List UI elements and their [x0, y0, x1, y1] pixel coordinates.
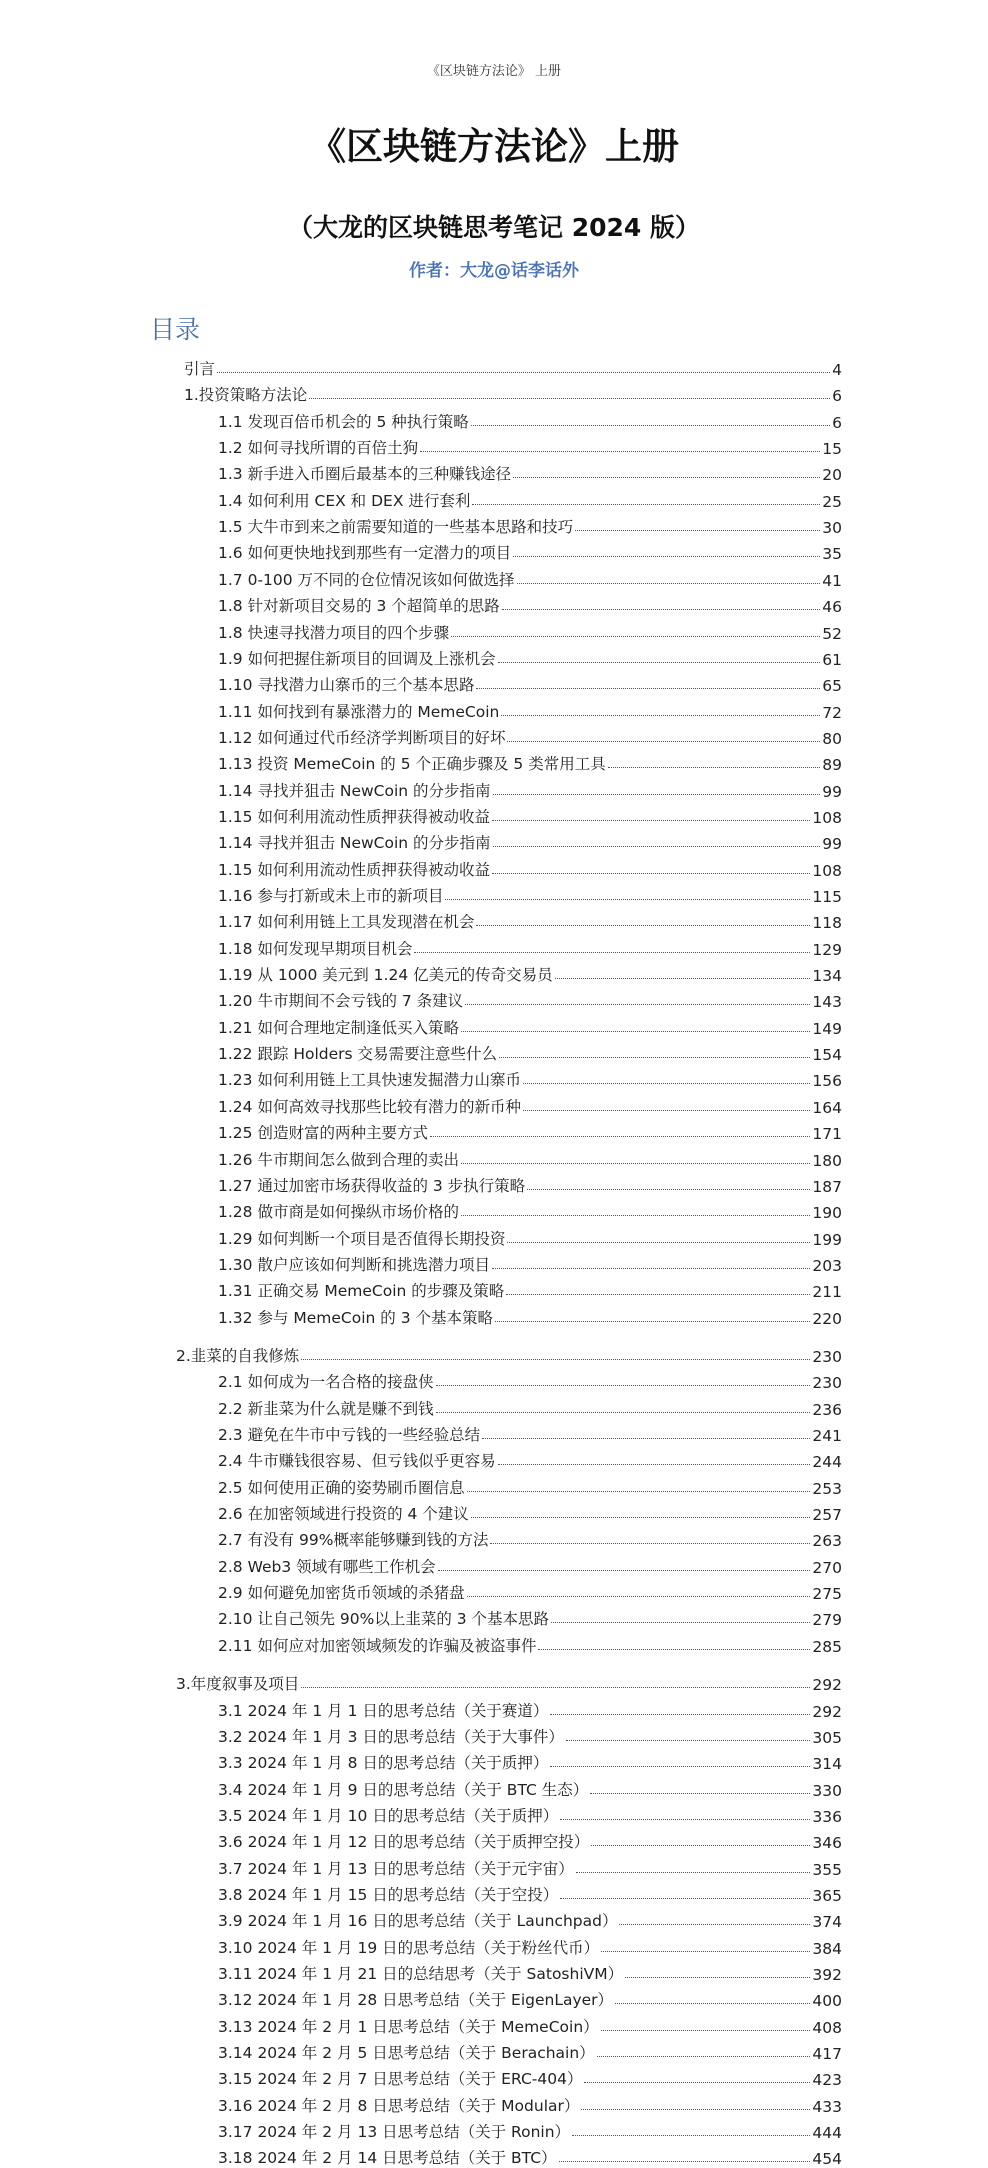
toc-dot-leader	[576, 1872, 811, 1873]
toc-entry[interactable]	[218, 1119, 842, 1143]
toc-entry-label: 1.26 牛市期间怎么做到合理的卖出	[218, 1150, 459, 1169]
toc-entry-label: 3.7 2024 年 1 月 13 日的思考总结（关于元宇宙）	[218, 1859, 574, 1878]
toc-entry-label: 2.5 如何使用正确的姿势刷币圈信息	[218, 1478, 465, 1497]
toc-dot-leader	[309, 398, 830, 399]
toc-entry-label: 1.11 如何找到有暴涨潜力的 MemeCoin	[218, 702, 500, 721]
toc-dot-leader	[498, 662, 821, 663]
toc-entry[interactable]	[218, 2118, 842, 2142]
toc-entry-page-number: 118	[812, 914, 842, 933]
toc-entry[interactable]	[218, 1251, 842, 1275]
toc-entry-page-number: 270	[812, 1558, 842, 1577]
toc-entry[interactable]	[218, 539, 842, 563]
toc-dot-leader	[538, 1649, 810, 1650]
toc-entry-label: 3.17 2024 年 2 月 13 日思考总结（关于 Ronin）	[218, 2123, 571, 2142]
toc-entry-page-number: 444	[812, 2124, 842, 2143]
toc-dot-leader	[523, 1110, 810, 1111]
toc-entry-label: 3.10 2024 年 1 月 19 日的思考总结（关于粉丝代币）	[218, 1938, 600, 1957]
toc-entry-page-number: 46	[822, 598, 842, 617]
toc-entry-page-number: 30	[822, 519, 842, 538]
toc-entry-page-number: 241	[812, 1427, 842, 1445]
toc-entry-page-number: 384	[812, 1939, 842, 1958]
toc-entry[interactable]	[218, 460, 842, 484]
toc-dot-leader	[527, 1189, 810, 1190]
toc-entry-page-number: 275	[812, 1585, 842, 1604]
toc-entry[interactable]	[176, 1342, 842, 1366]
toc-dot-leader	[492, 1268, 810, 1269]
toc-entry[interactable]	[218, 1172, 842, 1196]
toc-entry-page-number: 187	[812, 1177, 842, 1196]
toc-dot-leader	[551, 1622, 810, 1623]
toc-entry-label: 1.10 寻找潜力山寨币的三个基本思路	[218, 676, 475, 695]
toc-entry-page-number: 180	[812, 1151, 842, 1170]
toc-entry[interactable]	[218, 2065, 842, 2089]
toc-entry[interactable]	[218, 1447, 842, 1471]
toc-entry[interactable]	[218, 856, 842, 880]
toc-entry[interactable]	[218, 1605, 842, 1629]
toc-entry[interactable]	[218, 1907, 842, 1931]
document-title: 《区块链方法论》上册	[309, 125, 679, 168]
toc-entry-page-number: 346	[812, 1834, 842, 1853]
toc-entry-label: 3.11 2024 年 1 月 21 日的总结思考（关于 SatoshiVM）	[218, 1965, 624, 1983]
toc-entry-label: 1.19 从 1000 美元到 1.24 亿美元的传奇交易员	[218, 966, 553, 985]
toc-entry-label: 1.29 如何判断一个项目是否值得长期投资	[218, 1229, 506, 1248]
toc-entry-label: 2.2 新韭菜为什么就是赚不到钱	[218, 1399, 434, 1418]
toc-dot-leader	[438, 1570, 811, 1571]
toc-entry[interactable]	[218, 1579, 842, 1603]
toc-entry-label: 1.14 寻找并狙击 NewCoin 的分步指南	[218, 834, 491, 853]
toc-entry-page-number: 15	[822, 440, 842, 459]
toc-dot-leader	[517, 583, 821, 584]
toc-dot-leader	[461, 1215, 810, 1216]
toc-entry-page-number: 134	[812, 967, 842, 986]
toc-entry-page-number: 6	[832, 413, 842, 432]
toc-entry[interactable]	[218, 908, 842, 932]
toc-entry-page-number: 220	[812, 1309, 842, 1328]
toc-entry[interactable]	[218, 1093, 842, 1117]
toc-entry-label: 1.31 正确交易 MemeCoin 的步骤及策略	[218, 1282, 505, 1301]
toc-entry[interactable]	[218, 1474, 842, 1498]
toc-entry-label: 2.10 让自己领先 90%以上韭菜的 3 个基本思路	[218, 1610, 550, 1629]
toc-entry[interactable]	[218, 1146, 842, 1170]
toc-entry-label: 1.9 如何把握住新项目的回调及上涨机会	[218, 649, 496, 668]
toc-entry[interactable]	[218, 1553, 842, 1577]
toc-dot-leader	[608, 767, 821, 768]
toc-entry[interactable]	[218, 1632, 842, 1656]
toc-dot-leader	[507, 1242, 810, 1243]
toc-dot-leader	[499, 1057, 810, 1058]
toc-entry-page-number: 164	[812, 1098, 842, 1117]
toc-entry-label: 3.8 2024 年 1 月 15 日的思考总结（关于空投）	[218, 1885, 559, 1904]
toc-entry-page-number: 355	[812, 1860, 842, 1879]
toc-entry-page-number: 149	[812, 1019, 842, 1038]
toc-entry-label: 1.1 发现百倍币机会的 5 种执行策略	[218, 412, 469, 431]
toc-entry-label: 3.14 2024 年 2 月 5 日思考总结（关于 Berachain）	[218, 2044, 595, 2063]
toc-dot-leader	[436, 1385, 811, 1386]
toc-dot-leader	[301, 1687, 810, 1688]
toc-dot-leader	[467, 1596, 811, 1597]
toc-entry-page-number: 52	[822, 624, 842, 643]
toc-entry[interactable]	[218, 671, 842, 695]
toc-entry[interactable]	[184, 355, 842, 379]
toc-dot-leader	[498, 1464, 811, 1465]
toc-entry-page-number: 392	[812, 1966, 842, 1984]
toc-entry-page-number: 292	[812, 1702, 842, 1721]
toc-entry-label: 3.年度叙事及项目	[176, 1675, 300, 1694]
toc-entry-label: 3.9 2024 年 1 月 16 日的思考总结（关于 Launchpad）	[218, 1912, 618, 1931]
document-subtitle: （大龙的区块链思考笔记 2024 版）	[288, 213, 700, 242]
toc-entry-label: 1.8 针对新项目交易的 3 个超简单的思路	[218, 597, 500, 616]
toc-entry-label: 2.8 Web3 领域有哪些工作机会	[218, 1557, 436, 1576]
toc-entry-label: 1.8 快速寻找潜力项目的四个步骤	[218, 623, 450, 642]
toc-entry[interactable]	[218, 1225, 842, 1249]
toc-entry-page-number: 171	[812, 1125, 842, 1144]
toc-entry[interactable]	[218, 935, 842, 959]
toc-entry-label: 1.投资策略方法论	[184, 386, 308, 405]
toc-entry-page-number: 199	[812, 1230, 842, 1249]
toc-entry-page-number: 25	[822, 492, 842, 511]
toc-entry-label: 1.18 如何发现早期项目机会	[218, 939, 413, 958]
toc-entry-label: 1.4 如何利用 CEX 和 DEX 进行套利	[218, 491, 471, 510]
toc-entry-page-number: 65	[822, 677, 842, 696]
toc-entry-label: 1.17 如何利用链上工具发现潜在机会	[218, 913, 475, 932]
toc-entry-page-number: 423	[812, 2071, 842, 2090]
toc-entry[interactable]	[218, 1986, 842, 2010]
toc-dot-leader	[471, 1517, 811, 1518]
toc-entry-label: 2.1 如何成为一名合格的接盘侠	[218, 1373, 434, 1392]
toc-entry-page-number: 6	[832, 387, 842, 406]
toc-dot-leader	[490, 1543, 810, 1544]
toc-entry-page-number: 305	[812, 1728, 842, 1747]
toc-entry[interactable]	[218, 1934, 842, 1958]
toc-dot-leader	[476, 925, 810, 926]
toc-entry-page-number: 143	[812, 993, 842, 1012]
toc-entry-page-number: 190	[812, 1204, 842, 1223]
toc-entry-page-number: 314	[812, 1755, 842, 1774]
toc-entry-page-number: 285	[812, 1637, 842, 1656]
author-line: 作者：大龙@话李话外	[409, 261, 579, 281]
toc-dot-leader	[575, 530, 820, 531]
toc-dot-leader	[495, 1321, 810, 1322]
toc-entry-label: 1.27 通过加密市场获得收益的 3 步执行策略	[218, 1176, 526, 1195]
toc-entry-label: 3.15 2024 年 2 月 7 日思考总结（关于 ERC-404）	[218, 2070, 583, 2089]
toc-entry[interactable]	[176, 1670, 842, 1694]
toc-dot-leader	[472, 504, 820, 505]
toc-entry-page-number: 154	[812, 1046, 842, 1065]
toc-dot-leader	[493, 846, 821, 847]
toc-entry[interactable]	[218, 434, 842, 458]
toc-entry-label: 1.32 参与 MemeCoin 的 3 个基本策略	[218, 1308, 493, 1327]
toc-dot-leader	[615, 2003, 810, 2004]
toc-dot-leader	[467, 1491, 811, 1492]
toc-entry-label: 1.12 如何通过代币经济学判断项目的好坏	[218, 728, 506, 747]
toc-dot-leader	[513, 556, 820, 557]
toc-entry-label: 3.13 2024 年 2 月 1 日思考总结（关于 MemeCoin）	[218, 2017, 599, 2036]
toc-dot-leader	[601, 2030, 811, 2031]
toc-dot-leader	[581, 2109, 810, 2110]
toc-dot-leader	[471, 425, 830, 426]
toc-entry-label: 3.1 2024 年 1 月 1 日的思考总结（关于赛道）	[218, 1701, 549, 1720]
toc-entry[interactable]	[218, 1828, 842, 1852]
toc-entry-label: 1.23 如何利用链上工具快速发掘潜力山寨币	[218, 1071, 521, 1090]
toc-dot-leader	[560, 1819, 810, 1820]
toc-entry-page-number: 279	[812, 1611, 842, 1630]
toc-entry-label: 2.7 有没有 99%概率能够赚到钱的方法	[218, 1531, 489, 1550]
toc-entry[interactable]	[218, 487, 842, 511]
toc-dot-leader	[625, 1977, 810, 1978]
toc-entry[interactable]	[218, 619, 842, 643]
toc-dot-leader	[601, 1951, 810, 1952]
toc-entry-page-number: 230	[812, 1347, 842, 1366]
toc-entry-label: 3.3 2024 年 1 月 8 日的思考总结（关于质押）	[218, 1754, 549, 1773]
toc-dot-leader	[572, 2135, 810, 2136]
toc-dot-leader	[217, 372, 830, 373]
toc-entry[interactable]	[218, 1066, 842, 1090]
toc-entry-label: 1.22 跟踪 Holders 交易需要注意些什么	[218, 1045, 498, 1064]
toc-dot-leader	[590, 1793, 810, 1794]
toc-entry-page-number: 230	[812, 1374, 842, 1393]
toc-entry-label: 2.3 避免在牛市中亏钱的一些经验总结	[218, 1426, 481, 1444]
toc-entry[interactable]	[218, 987, 842, 1011]
toc-entry[interactable]	[218, 592, 842, 616]
toc-entry-page-number: 80	[822, 729, 842, 748]
toc-dot-leader	[619, 1924, 810, 1925]
running-header: 《区块链方法论》 上册	[426, 64, 562, 79]
toc-entry[interactable]	[218, 1802, 842, 1826]
toc-dot-leader	[506, 1294, 810, 1295]
toc-dot-leader	[513, 477, 820, 478]
toc-entry[interactable]	[218, 2013, 842, 2037]
toc-dot-leader	[492, 873, 810, 874]
toc-entry-page-number: 89	[822, 756, 842, 775]
toc-entry-page-number: 408	[812, 2018, 842, 2037]
toc-entry-page-number: 263	[812, 1532, 842, 1551]
toc-entry[interactable]	[218, 803, 842, 827]
toc-entry[interactable]	[218, 777, 842, 801]
toc-entry-page-number: 4	[832, 361, 842, 379]
toc-entry-page-number: 211	[812, 1283, 842, 1302]
toc-entry-page-number: 99	[822, 835, 842, 854]
toc-entry-page-number: 330	[812, 1781, 842, 1800]
toc-dot-leader	[584, 2082, 810, 2083]
toc-entry[interactable]	[218, 1014, 842, 1038]
toc-entry-label: 1.15 如何利用流动性质押获得被动收益	[218, 860, 490, 879]
toc-dot-leader	[461, 1163, 810, 1164]
toc-dot-leader	[465, 1004, 810, 1005]
toc-entry[interactable]	[218, 1368, 842, 1392]
toc-entry[interactable]	[218, 1421, 842, 1445]
toc-entry[interactable]	[218, 513, 842, 537]
toc-entry-page-number: 72	[822, 703, 842, 722]
toc-entry-label: 3.18 2024 年 2 月 14 日思考总结（关于 BTC）	[218, 2149, 557, 2168]
toc-entry[interactable]	[218, 961, 842, 985]
toc-entry-label: 1.20 牛市期间不会亏钱的 7 条建议	[218, 992, 464, 1011]
toc-heading: 目录	[150, 315, 201, 344]
toc-dot-leader	[523, 1083, 810, 1084]
toc-entry[interactable]	[218, 1198, 842, 1222]
toc-entry-label: 1.30 散户应该如何判断和挑选潜力项目	[218, 1255, 490, 1274]
toc-dot-leader	[492, 820, 810, 821]
toc-entry-page-number: 336	[812, 1807, 842, 1826]
toc-entry-page-number: 236	[812, 1400, 842, 1419]
toc-entry-label: 1.7 0-100 万不同的仓位情况该如何做选择	[218, 570, 515, 589]
toc-entry[interactable]	[184, 381, 842, 405]
toc-entry-label: 1.3 新手进入币圈后最基本的三种赚钱途径	[218, 465, 512, 484]
toc-dot-leader	[451, 636, 820, 637]
toc-entry-label: 1.13 投资 MemeCoin 的 5 个正确步骤及 5 类常用工具	[218, 755, 606, 774]
toc-entry-label: 1.25 创造财富的两种主要方式	[218, 1124, 428, 1143]
toc-dot-leader	[502, 609, 820, 610]
toc-dot-leader	[420, 451, 820, 452]
toc-entry-page-number: 257	[812, 1506, 842, 1525]
toc-entry[interactable]	[218, 1697, 842, 1721]
toc-entry-page-number: 400	[812, 1992, 842, 2011]
toc-entry-label: 1.16 参与打新或未上市的新项目	[218, 887, 444, 905]
toc-entry-page-number: 61	[822, 650, 842, 669]
toc-dot-leader	[436, 1412, 811, 1413]
toc-entry[interactable]	[218, 408, 842, 432]
toc-entry[interactable]	[218, 645, 842, 669]
toc-dot-leader	[550, 1714, 810, 1715]
toc-dot-leader	[414, 952, 810, 953]
toc-entry-label: 1.5 大牛市到来之前需要知道的一些基本思路和技巧	[218, 518, 574, 537]
toc-entry-label: 3.6 2024 年 1 月 12 日的思考总结（关于质押空投）	[218, 1833, 590, 1852]
toc-entry-page-number: 35	[822, 545, 842, 564]
toc-dot-leader	[430, 1136, 810, 1137]
toc-entry-page-number: 203	[812, 1256, 842, 1275]
toc-entry-page-number: 253	[812, 1479, 842, 1498]
toc-entry[interactable]	[218, 2144, 842, 2168]
toc-entry[interactable]	[218, 1776, 842, 1800]
toc-dot-leader	[482, 1438, 810, 1439]
toc-entry[interactable]	[218, 1855, 842, 1879]
toc-entry-label: 1.21 如何合理地定制逢低买入策略	[218, 1018, 459, 1037]
toc-entry-label: 2.韭菜的自我修炼	[176, 1346, 300, 1365]
toc-entry-page-number: 108	[812, 861, 842, 880]
toc-dot-leader	[555, 978, 811, 979]
toc-entry-page-number: 108	[812, 808, 842, 827]
toc-entry-page-number: 41	[822, 571, 842, 590]
toc-entry-page-number: 156	[812, 1072, 842, 1091]
toc-entry[interactable]	[218, 1040, 842, 1064]
toc-entry-page-number: 365	[812, 1886, 842, 1905]
toc-entry-label: 1.2 如何寻找所谓的百倍土狗	[218, 439, 419, 458]
toc-entry-label: 1.15 如何利用流动性质押获得被动收益	[218, 807, 490, 826]
toc-dot-leader	[493, 794, 821, 795]
toc-entry[interactable]	[218, 829, 842, 853]
toc-entry-label: 1.6 如何更快地找到那些有一定潜力的项目	[218, 544, 512, 563]
toc-entry-label: 1.28 做市商是如何操纵市场价格的	[218, 1203, 459, 1222]
toc-entry[interactable]	[218, 566, 842, 590]
toc-entry-label: 引言	[184, 360, 216, 378]
toc-entry-label: 2.11 如何应对加密领域频发的诈骗及被盗事件	[218, 1636, 537, 1655]
toc-dot-leader	[461, 1031, 810, 1032]
toc-entry[interactable]	[218, 2092, 842, 2116]
toc-entry-page-number: 374	[812, 1913, 842, 1932]
toc-entry-label: 2.4 牛市赚钱很容易、但亏钱似乎更容易	[218, 1452, 496, 1471]
toc-dot-leader	[507, 741, 820, 742]
toc-entry[interactable]	[218, 1395, 842, 1419]
toc-entry-label: 3.5 2024 年 1 月 10 日的思考总结（关于质押）	[218, 1806, 559, 1825]
toc-entry[interactable]	[218, 2039, 842, 2063]
toc-entry-label: 1.14 寻找并狙击 NewCoin 的分步指南	[218, 781, 491, 800]
toc-entry[interactable]	[218, 1304, 842, 1328]
toc-entry-label: 3.2 2024 年 1 月 3 日的思考总结（关于大事件）	[218, 1727, 564, 1746]
toc-dot-leader	[597, 2056, 811, 2057]
toc-dot-leader	[560, 1898, 810, 1899]
toc-entry-page-number: 454	[812, 2150, 842, 2168]
toc-dot-leader	[445, 899, 810, 900]
toc-entry[interactable]	[218, 882, 842, 906]
toc-entry-page-number: 417	[812, 2045, 842, 2064]
toc-entry[interactable]	[218, 1500, 842, 1524]
toc-dot-leader	[591, 1845, 810, 1846]
toc-entry-page-number: 129	[812, 940, 842, 959]
toc-entry-page-number: 433	[812, 2097, 842, 2116]
toc-entry-label: 3.4 2024 年 1 月 9 日的思考总结（关于 BTC 生态）	[218, 1780, 589, 1799]
toc-dot-leader	[566, 1740, 811, 1741]
toc-dot-leader	[559, 2161, 811, 2162]
toc-entry-page-number: 292	[812, 1676, 842, 1695]
toc-entry-label: 2.6 在加密领域进行投资的 4 个建议	[218, 1505, 469, 1524]
toc-entry[interactable]	[218, 698, 842, 722]
toc-entry-label: 3.16 2024 年 2 月 8 日思考总结（关于 Modular）	[218, 2096, 580, 2115]
toc-entry[interactable]	[218, 1749, 842, 1773]
toc-entry-label: 2.9 如何避免加密货币领域的杀猪盘	[218, 1584, 465, 1603]
toc-dot-leader	[301, 1359, 810, 1360]
toc-dot-leader	[476, 688, 820, 689]
toc-entry[interactable]	[218, 1960, 842, 1984]
toc-entry[interactable]	[218, 1277, 842, 1301]
toc-entry-page-number: 99	[822, 782, 842, 801]
toc-dot-leader	[501, 715, 820, 716]
toc-entry-page-number: 20	[822, 466, 842, 485]
toc-entry-label: 3.12 2024 年 1 月 28 日思考总结（关于 EigenLayer）	[218, 1991, 614, 2010]
toc-entry[interactable]	[218, 1526, 842, 1550]
toc-entry-page-number: 115	[812, 888, 842, 906]
toc-dot-leader	[550, 1766, 810, 1767]
toc-entry[interactable]	[218, 1723, 842, 1747]
toc-entry-label: 1.24 如何高效寻找那些比较有潜力的新币种	[218, 1097, 521, 1116]
toc-entry[interactable]	[218, 1881, 842, 1905]
toc-entry-page-number: 244	[812, 1453, 842, 1472]
toc-entry[interactable]	[218, 750, 842, 774]
toc-entry[interactable]	[218, 724, 842, 748]
